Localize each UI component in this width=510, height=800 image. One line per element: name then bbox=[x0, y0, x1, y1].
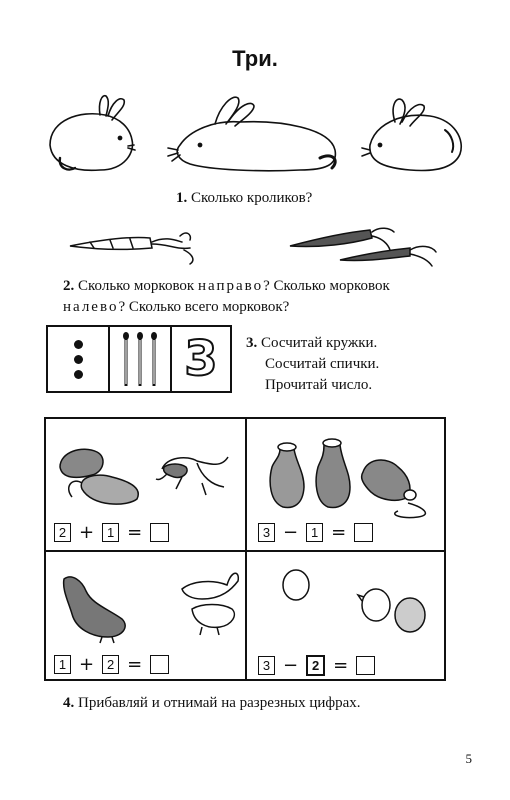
digit-card: 2 bbox=[102, 655, 119, 674]
rabbit-2 bbox=[168, 97, 335, 171]
carrots-illustration bbox=[60, 222, 450, 267]
matches-panel bbox=[110, 327, 172, 391]
counting-strip bbox=[46, 325, 232, 393]
carrot-right-1 bbox=[290, 228, 394, 250]
question-1-number: 1. bbox=[176, 190, 188, 206]
question-1 bbox=[176, 188, 312, 209]
carrot-left bbox=[70, 233, 193, 264]
answer-box[interactable] bbox=[150, 655, 169, 674]
carrot-right-2 bbox=[340, 246, 436, 266]
question-2-part3: ? Сколько всего морковок? bbox=[118, 299, 290, 315]
equation-1 bbox=[54, 523, 169, 542]
question-1-text: Сколько кроликов? bbox=[191, 190, 313, 206]
equals-sign: = bbox=[127, 653, 143, 675]
equals-sign: = bbox=[127, 521, 143, 543]
question-3-line-2: Сосчитай спички. bbox=[265, 356, 380, 372]
page-title: Три. bbox=[232, 46, 278, 71]
plus-sign: + bbox=[79, 521, 95, 543]
exercise-grid bbox=[44, 417, 446, 681]
minus-sign: − bbox=[283, 521, 299, 543]
answer-box[interactable] bbox=[354, 523, 373, 542]
circle-dot bbox=[74, 370, 83, 379]
digit-card: 1 bbox=[54, 655, 71, 674]
digit-card: 1 bbox=[306, 523, 323, 542]
grid-divider-vertical bbox=[245, 419, 247, 679]
puppies-kitten-illustration bbox=[52, 427, 238, 511]
dots-panel bbox=[48, 327, 110, 391]
circle-dot bbox=[74, 340, 83, 349]
question-4 bbox=[63, 693, 361, 714]
equals-sign: = bbox=[331, 521, 347, 543]
question-3-line-1: Сосчитай кружки. bbox=[261, 335, 378, 351]
hens-illustration bbox=[52, 559, 240, 645]
circle-dot bbox=[74, 355, 83, 364]
question-4-text: Прибавляй и отнимай на разрезных цифрах. bbox=[78, 695, 361, 711]
minus-sign: − bbox=[283, 654, 299, 676]
question-3-number: 3. bbox=[246, 335, 258, 351]
digit-card: 3 bbox=[258, 523, 275, 542]
question-3 bbox=[246, 333, 379, 396]
question-2-part1: Сколько морковок bbox=[78, 278, 195, 294]
equals-sign: = bbox=[333, 654, 349, 676]
grid-divider-horizontal bbox=[46, 550, 444, 552]
question-4-number: 4. bbox=[63, 695, 75, 711]
answer-box[interactable] bbox=[356, 656, 375, 675]
digit-card: 2 bbox=[306, 655, 325, 676]
number-panel bbox=[172, 327, 230, 391]
question-2-number: 2. bbox=[63, 278, 75, 294]
question-3-line-3: Прочитай число. bbox=[265, 377, 373, 393]
matches-icon bbox=[120, 331, 160, 387]
digit-card: 1 bbox=[102, 523, 119, 542]
page-number: 5 bbox=[465, 751, 472, 766]
equation-3 bbox=[54, 655, 169, 674]
equation-4 bbox=[258, 655, 375, 676]
question-2-part2: ? Сколько морковок bbox=[263, 278, 390, 294]
digit-card: 2 bbox=[54, 523, 71, 542]
digit-three: 3 bbox=[184, 331, 218, 387]
rabbits-illustration bbox=[40, 90, 480, 185]
jugs-illustration bbox=[258, 427, 440, 519]
plus-sign: + bbox=[79, 653, 95, 675]
question-2 bbox=[63, 276, 458, 318]
rabbit-3 bbox=[362, 99, 461, 170]
digit-card: 3 bbox=[258, 656, 275, 675]
equation-2 bbox=[258, 523, 373, 542]
question-2-left: налево bbox=[63, 299, 119, 315]
answer-box[interactable] bbox=[150, 523, 169, 542]
eggs-illustration bbox=[258, 563, 440, 647]
rabbit-1 bbox=[50, 96, 135, 171]
question-2-right: направо bbox=[197, 278, 264, 294]
